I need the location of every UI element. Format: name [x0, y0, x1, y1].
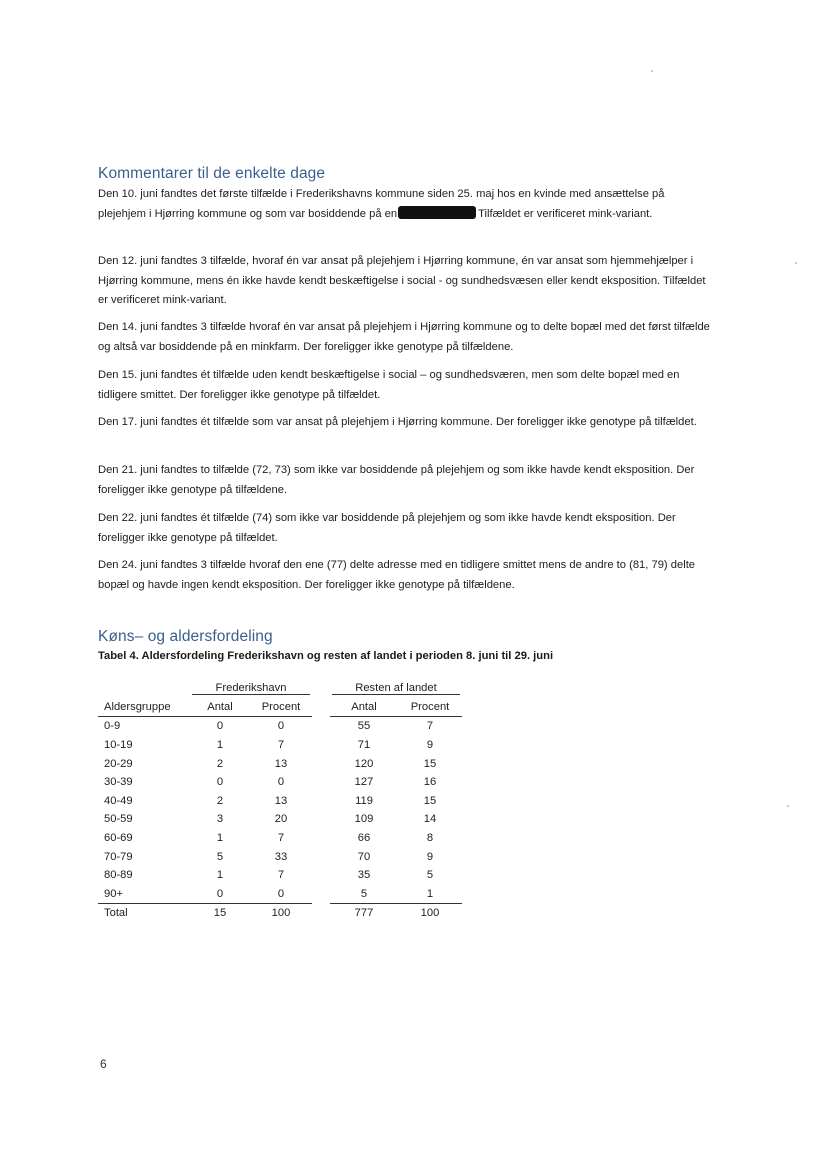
- cell-count-frederikshavn: 3: [216, 813, 224, 826]
- table-row: [98, 829, 462, 848]
- table-total-row: [98, 904, 462, 923]
- cell-percent-frederikshavn: 0: [277, 776, 285, 789]
- cell-count-rest: 5: [330, 885, 398, 904]
- table-group-header-row: [98, 679, 462, 698]
- col-header-count-frederikshavn: Antal: [190, 698, 250, 717]
- cell-count-rest: 35: [357, 869, 371, 882]
- cell-percent-frederikshavn: 0: [250, 885, 312, 904]
- cell-percent-rest: 7: [426, 720, 434, 733]
- cell-count-rest: 119: [355, 794, 373, 807]
- cell-count-rest: 120: [354, 757, 374, 770]
- cell-count-rest: 66: [357, 832, 371, 845]
- cell-percent-frederikshavn: 13: [274, 757, 288, 770]
- redaction-bar: [398, 206, 476, 219]
- scan-speck: [787, 805, 789, 807]
- cell-percent-frederikshavn: 7: [277, 832, 285, 845]
- cell-count-rest: 127: [354, 776, 374, 789]
- section-heading-age-sex: Køns– og aldersfordeling: [98, 628, 273, 645]
- cell-percent-frederikshavn: 20: [274, 813, 288, 826]
- cell-count-frederikshavn: 2: [216, 757, 224, 770]
- cell-count-rest: 71: [357, 739, 371, 752]
- cell-percent-frederikshavn: 7: [277, 739, 285, 752]
- group-header-rest-of-country: Resten af landet: [330, 679, 462, 698]
- cell-count-rest: 70: [357, 850, 371, 863]
- table-row: [98, 717, 462, 736]
- paragraph-june-14: Den 14. juni fandtes 3 tilfælde hvoraf én var ansat på plejehjem i Hjørring kommune og to delte bopæl med det først tilfælde og altså var bosiddende på en minkfarm. Der foreligger ikke genotype på tilfældene.: [98, 321, 710, 353]
- cell-percent-rest: 9: [426, 850, 434, 863]
- table-row: [98, 773, 462, 792]
- table-row: [98, 847, 462, 866]
- cell-percent-rest: 15: [423, 757, 437, 770]
- age-distribution-table: [98, 679, 462, 923]
- table-row: [98, 810, 462, 829]
- cell-age-group: 90+: [98, 885, 190, 904]
- cell-percent-frederikshavn: 7: [277, 869, 285, 882]
- table-row: [98, 885, 462, 904]
- paragraph-june-10: [98, 185, 710, 224]
- col-header-percent-rest: Procent: [398, 698, 462, 717]
- cell-age-group: 0-9: [104, 720, 121, 733]
- cell-percent-frederikshavn: 33: [274, 850, 288, 863]
- cell-count-frederikshavn: 0: [190, 885, 250, 904]
- paragraph-june-24: Den 24. juni fandtes 3 tilfælde hvoraf den ene (77) delte adresse med en tidligere smittet mens de andre to (81, 79) delte bopæl og havde ingen kendt eksposition. Der foreligger ikke genotype på tilfældene.: [98, 559, 696, 591]
- cell-count-frederikshavn: 15: [213, 907, 227, 920]
- cell-percent-rest: 1: [398, 885, 462, 904]
- cell-count-frederikshavn: 1: [216, 739, 224, 752]
- paragraph-june-17: Den 17. juni fandtes ét tilfælde som var ansat på plejehjem i Hjørring kommune. Der foreligger ikke genotype på tilfældet.: [98, 416, 697, 428]
- cell-age-group: 30-39: [104, 776, 133, 789]
- cell-percent-rest: 16: [423, 776, 437, 789]
- col-header-count-rest: Antal: [330, 698, 398, 717]
- cell-percent-frederikshavn: 13: [274, 794, 288, 807]
- col-header-age-group: Aldersgruppe: [98, 698, 190, 717]
- paragraph-june-12: Den 12. juni fandtes 3 tilfælde, hvoraf én var ansat på plejehjem i Hjørring kommune, én var ansat som hjemmehjælper i Hjørring kommune, mens én ikke havde kendt beskæftigelse i social - og sundhedsvæsen eller kendt eksposition. Tilfældet er verificeret mink-variant.: [98, 255, 706, 306]
- cell-age-group: 20-29: [104, 757, 133, 770]
- page-number: 6: [100, 1057, 107, 1071]
- paragraph-june-15: Den 15. juni fandtes ét tilfælde uden kendt beskæftigelse i social – og sundhedsværen, men som delte bopæl med en tidligere smittet. Der foreligger ikke genotype på tilfældet.: [98, 369, 680, 401]
- cell-percent-rest: 100: [420, 907, 440, 920]
- table-row: [98, 736, 462, 755]
- cell-age-group: 70-79: [104, 850, 133, 863]
- cell-count-frederikshavn: 1: [216, 869, 224, 882]
- cell-count-frederikshavn: 0: [216, 776, 224, 789]
- section-heading-comments: Kommentarer til de enkelte dage: [98, 165, 326, 182]
- cell-count-rest: 109: [354, 813, 374, 826]
- cell-count-frederikshavn: 2: [216, 794, 224, 807]
- paragraph-june-22: Den 22. juni fandtes ét tilfælde (74) som ikke var bosiddende på plejehjem og som ikke havde kendt eksposition. Der foreligger ikke genotype på tilfældet.: [98, 512, 676, 544]
- cell-age-group: 10-19: [104, 739, 133, 752]
- paragraph-june-10-tail: Tilfældet er verificeret mink-variant.: [478, 207, 653, 220]
- cell-count-frederikshavn: 1: [216, 832, 224, 845]
- table-row: [98, 792, 462, 811]
- cell-percent-rest: 5: [426, 869, 434, 882]
- cell-age-group: 50-59: [104, 813, 133, 826]
- cell-percent-frederikshavn: 0: [277, 720, 285, 733]
- cell-age-group: 60-69: [104, 832, 133, 845]
- cell-count-rest: 777: [354, 907, 374, 920]
- table-row: [98, 754, 462, 773]
- cell-age-group: 80-89: [104, 869, 133, 882]
- table-row: [98, 866, 462, 885]
- col-header-percent-frederikshavn: Procent: [250, 698, 312, 717]
- cell-count-rest: 55: [357, 720, 371, 733]
- group-header-frederikshavn: Frederikshavn: [190, 679, 312, 698]
- cell-percent-rest: 8: [426, 832, 434, 845]
- cell-percent-rest: 14: [423, 813, 437, 826]
- cell-count-frederikshavn: 5: [216, 850, 224, 863]
- table-column-header-row: [98, 698, 462, 717]
- paragraph-june-10-text: Den 10. juni fandtes det første tilfælde i Frederikshavns kommune siden 25. maj hos en kvinde med ansættelse på plejehjem i Hjørring kommune og som var bosiddende på en: [98, 188, 665, 220]
- table-caption: Tabel 4. Aldersfordeling Frederikshavn og resten af landet i perioden 8. juni til 29. juni: [98, 650, 554, 662]
- cell-percent-rest: 9: [426, 739, 434, 752]
- cell-age-group: 40-49: [104, 794, 133, 807]
- cell-percent-frederikshavn: 100: [271, 907, 291, 920]
- cell-count-frederikshavn: 0: [216, 720, 224, 733]
- scan-speck: [651, 70, 653, 72]
- cell-percent-rest: 15: [423, 794, 437, 807]
- cell-age-group: Total: [104, 907, 128, 920]
- scan-speck: [795, 262, 797, 264]
- paragraph-june-21: Den 21. juni fandtes to tilfælde (72, 73) som ikke var bosiddende på plejehjem og som ikke havde kendt eksposition. Der foreligger ikke genotype på tilfældene.: [98, 464, 695, 496]
